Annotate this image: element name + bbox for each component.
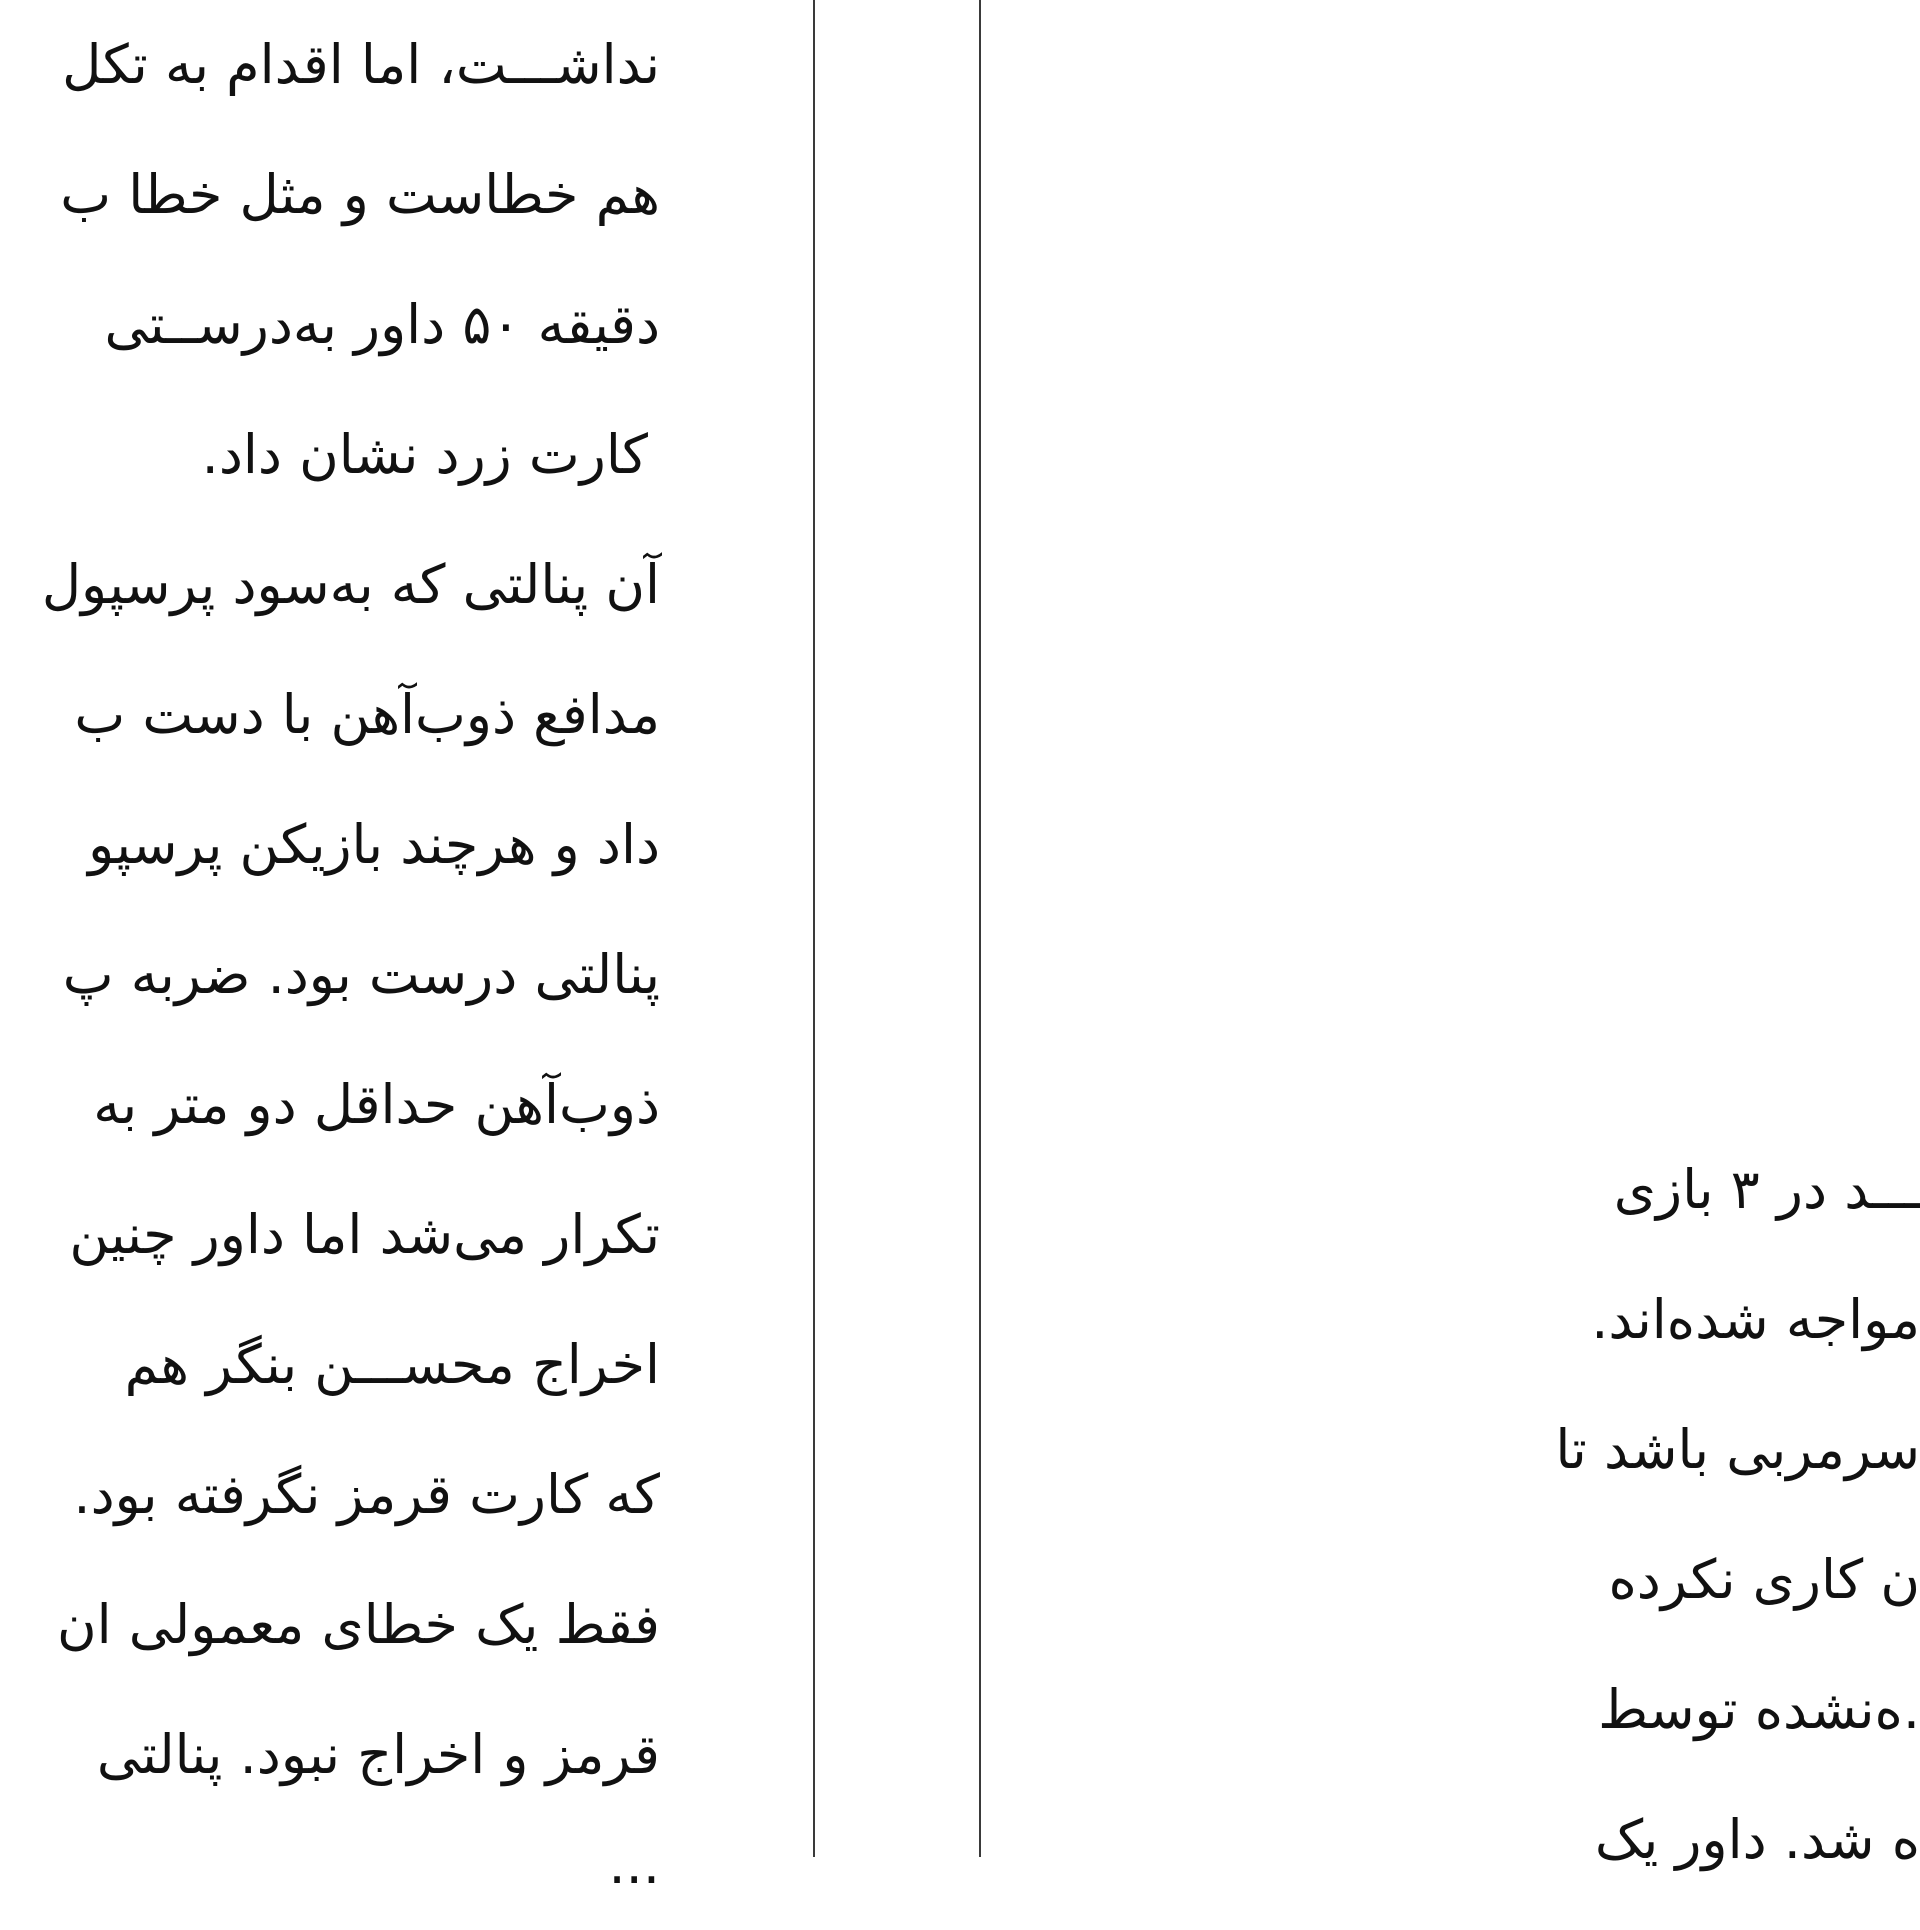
text-line: قرمز و اخراج نبود. پنالتی (96, 1723, 660, 1786)
text-line: فقط یک خطای معمولی ان (56, 1593, 660, 1656)
text-line: ... (608, 1833, 660, 1896)
article-column-left (0, 0, 660, 1896)
column-rule-right (979, 0, 981, 1857)
text-line: پنالتی درست بود. ضربه پ (62, 943, 660, 1006)
text-line: ه شد. داور یک (1594, 1808, 1920, 1871)
text-line: هم خطاست و مثل خطا ب (60, 163, 660, 226)
text-line: دقیقه ۵۰ داور به‌درســتی (104, 293, 660, 356)
text-line: اخراج محســـن بنگر هم (124, 1333, 660, 1396)
article-column-right (1146, 1125, 1920, 1871)
text-line: ـــد در ۳ بازی (1613, 1158, 1920, 1221)
text-line: نداشـــت، اما اقدام به تکل (62, 33, 660, 96)
text-line: تکرار می‌شد اما داور چنین (69, 1203, 660, 1266)
text-line: آن پنالتی که به‌سود پرسپول (41, 553, 660, 616)
text-line: .ه‌نشده توسط (1598, 1678, 1920, 1741)
text-line: ذوب‌آهن حداقل دو متر به (93, 1073, 660, 1136)
text-line: مدافع ذوب‌آهن با دست ب (74, 683, 660, 746)
text-line: ن کاری نکرده (1608, 1548, 1920, 1611)
column-rule-left (813, 0, 815, 1857)
text-line: کارت زرد نشان داد. (201, 423, 648, 486)
text-line: داد و هرچند بازیکن پرسپو (88, 813, 660, 876)
text-line: که کارت قرمز نگرفته بود. (73, 1463, 660, 1526)
text-line: مواجه شده‌اند. (1591, 1288, 1920, 1351)
text-line: سرمربی باشد تا (1555, 1418, 1920, 1481)
